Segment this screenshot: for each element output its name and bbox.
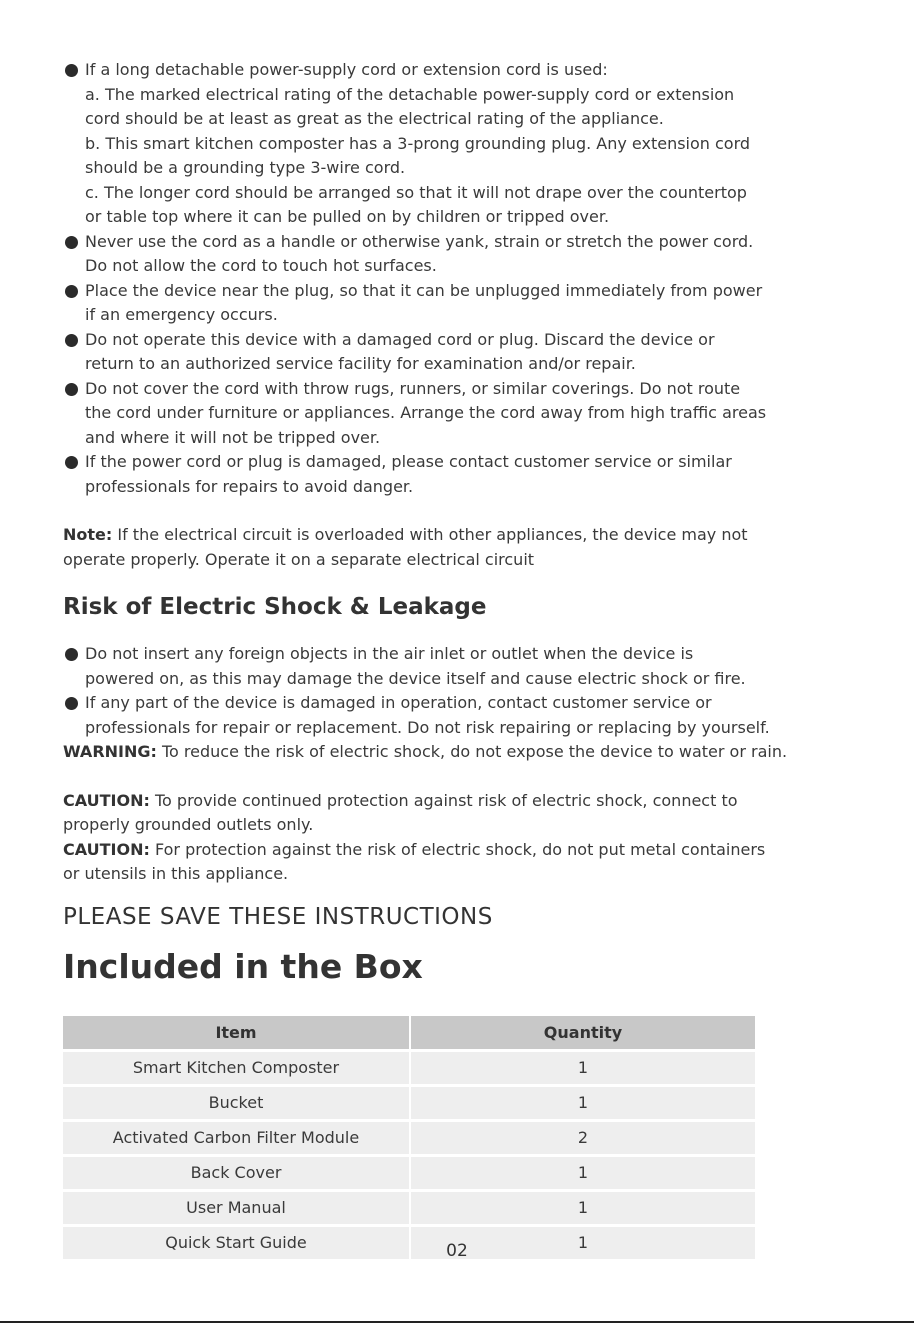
bullet-damaged-part: If any part of the device is damaged in operation, contact customer service or professionals for repair or replacement. Do not risk repairing or replacing by yourself. — [63, 691, 863, 740]
caution-paragraph-2: CAUTION: For protection against the risk of electric shock, do not put metal containers or utensils in this appliance. — [63, 839, 766, 883]
table-row — [63, 1122, 755, 1154]
table-header-row — [63, 1016, 755, 1049]
cell-quantity: 1 — [411, 1227, 755, 1259]
cell-item: Back Cover — [63, 1157, 409, 1189]
cell-item: Smart Kitchen Composter — [63, 1052, 409, 1084]
cell-item: Bucket — [63, 1087, 409, 1119]
cell-quantity: 1 — [411, 1087, 755, 1119]
bullet-cover-cord: Do not cover the cord with throw rugs, runners, or similar coverings. Do not route the cord under furniture or appliances. Arrange the cord away from high traffic areas and where it will not be tripped over. — [63, 377, 863, 451]
warning-label: WARNING: — [63, 742, 157, 761]
bullet-dot-icon — [65, 383, 78, 396]
bullet-dot-icon — [65, 236, 78, 249]
bullet-power-cord-damaged: If the power cord or plug is damaged, please contact customer service or similar professionals for repairs to avoid danger. — [63, 450, 863, 499]
note-label: Note: — [63, 525, 113, 544]
caution-label: CAUTION: — [63, 790, 150, 810]
caution-paragraph-1: CAUTION: To provide continued protection against risk of electric shock, connect to properly grounded outlets only. — [63, 790, 738, 834]
box-section-title: Included in the Box — [63, 946, 423, 986]
cell-item: Activated Carbon Filter Module — [63, 1122, 409, 1154]
footer-rule — [0, 1321, 914, 1323]
bullet-dot-icon — [65, 697, 78, 710]
bullet-damaged-cord: Do not operate this device with a damaged cord or plug. Discard the device or return to an authorized service facility for examination and/or repair. — [63, 328, 863, 377]
bullet-cord-handle: Never use the cord as a handle or otherwise yank, strain or stretch the power cord. Do not allow the cord to touch hot surfaces. — [63, 230, 863, 279]
risk-list — [63, 642, 863, 740]
column-header-quantity: Quantity — [411, 1016, 755, 1049]
cell-item: User Manual — [63, 1192, 409, 1224]
bullet-dot-icon — [65, 64, 78, 77]
bullet-extension-cord: If a long detachable power-supply cord or extension cord is used: a. The marked electrical rating of the detachable power-supply cord or extension cord should be at least as great as the electrical rating of the appliance. b. This smart kitchen composter has a 3-prong grounding plug. Any extension cord should be a grounding type 3-wire cord. c. The longer cord should be arranged so that it will not drape over the countertop or table top where it can be pulled on by children or tripped over. — [63, 58, 863, 230]
caution-label: CAUTION: — [63, 839, 150, 859]
warning-paragraph: WARNING: To reduce the risk of electric shock, do not expose the device to water or rain. — [63, 742, 788, 761]
cell-quantity: 1 — [411, 1052, 755, 1084]
bullet-dot-icon — [65, 456, 78, 469]
cell-item: Quick Start Guide — [63, 1227, 409, 1259]
bullet-dot-icon — [65, 285, 78, 298]
bullet-foreign-objects: Do not insert any foreign objects in the air inlet or outlet when the device is powered on, as this may damage the device itself and cause electric shock or fire. — [63, 642, 863, 691]
table-row — [63, 1052, 755, 1084]
cell-quantity: 1 — [411, 1157, 755, 1189]
manual-page — [63, 58, 863, 1262]
cell-quantity: 2 — [411, 1122, 755, 1154]
table-row — [63, 1157, 755, 1189]
cord-safety-list — [63, 58, 863, 499]
table-row — [63, 1192, 755, 1224]
note-paragraph: Note: If the electrical circuit is overloaded with other appliances, the device may not operate properly. Operate it on a separate electrical circuit — [63, 525, 748, 569]
table-row — [63, 1087, 755, 1119]
bullet-dot-icon — [65, 334, 78, 347]
bullet-dot-icon — [65, 648, 78, 661]
column-header-item: Item — [63, 1016, 409, 1049]
page-number: 02 — [446, 1241, 468, 1261]
risk-section-title: Risk of Electric Shock & Leakage — [63, 594, 487, 620]
box-contents-table — [61, 1013, 757, 1262]
cell-quantity: 1 — [411, 1192, 755, 1224]
bullet-place-device: Place the device near the plug, so that it can be unplugged immediately from power if an emergency occurs. — [63, 279, 863, 328]
save-instructions-heading: PLEASE SAVE THESE INSTRUCTIONS — [63, 903, 493, 930]
